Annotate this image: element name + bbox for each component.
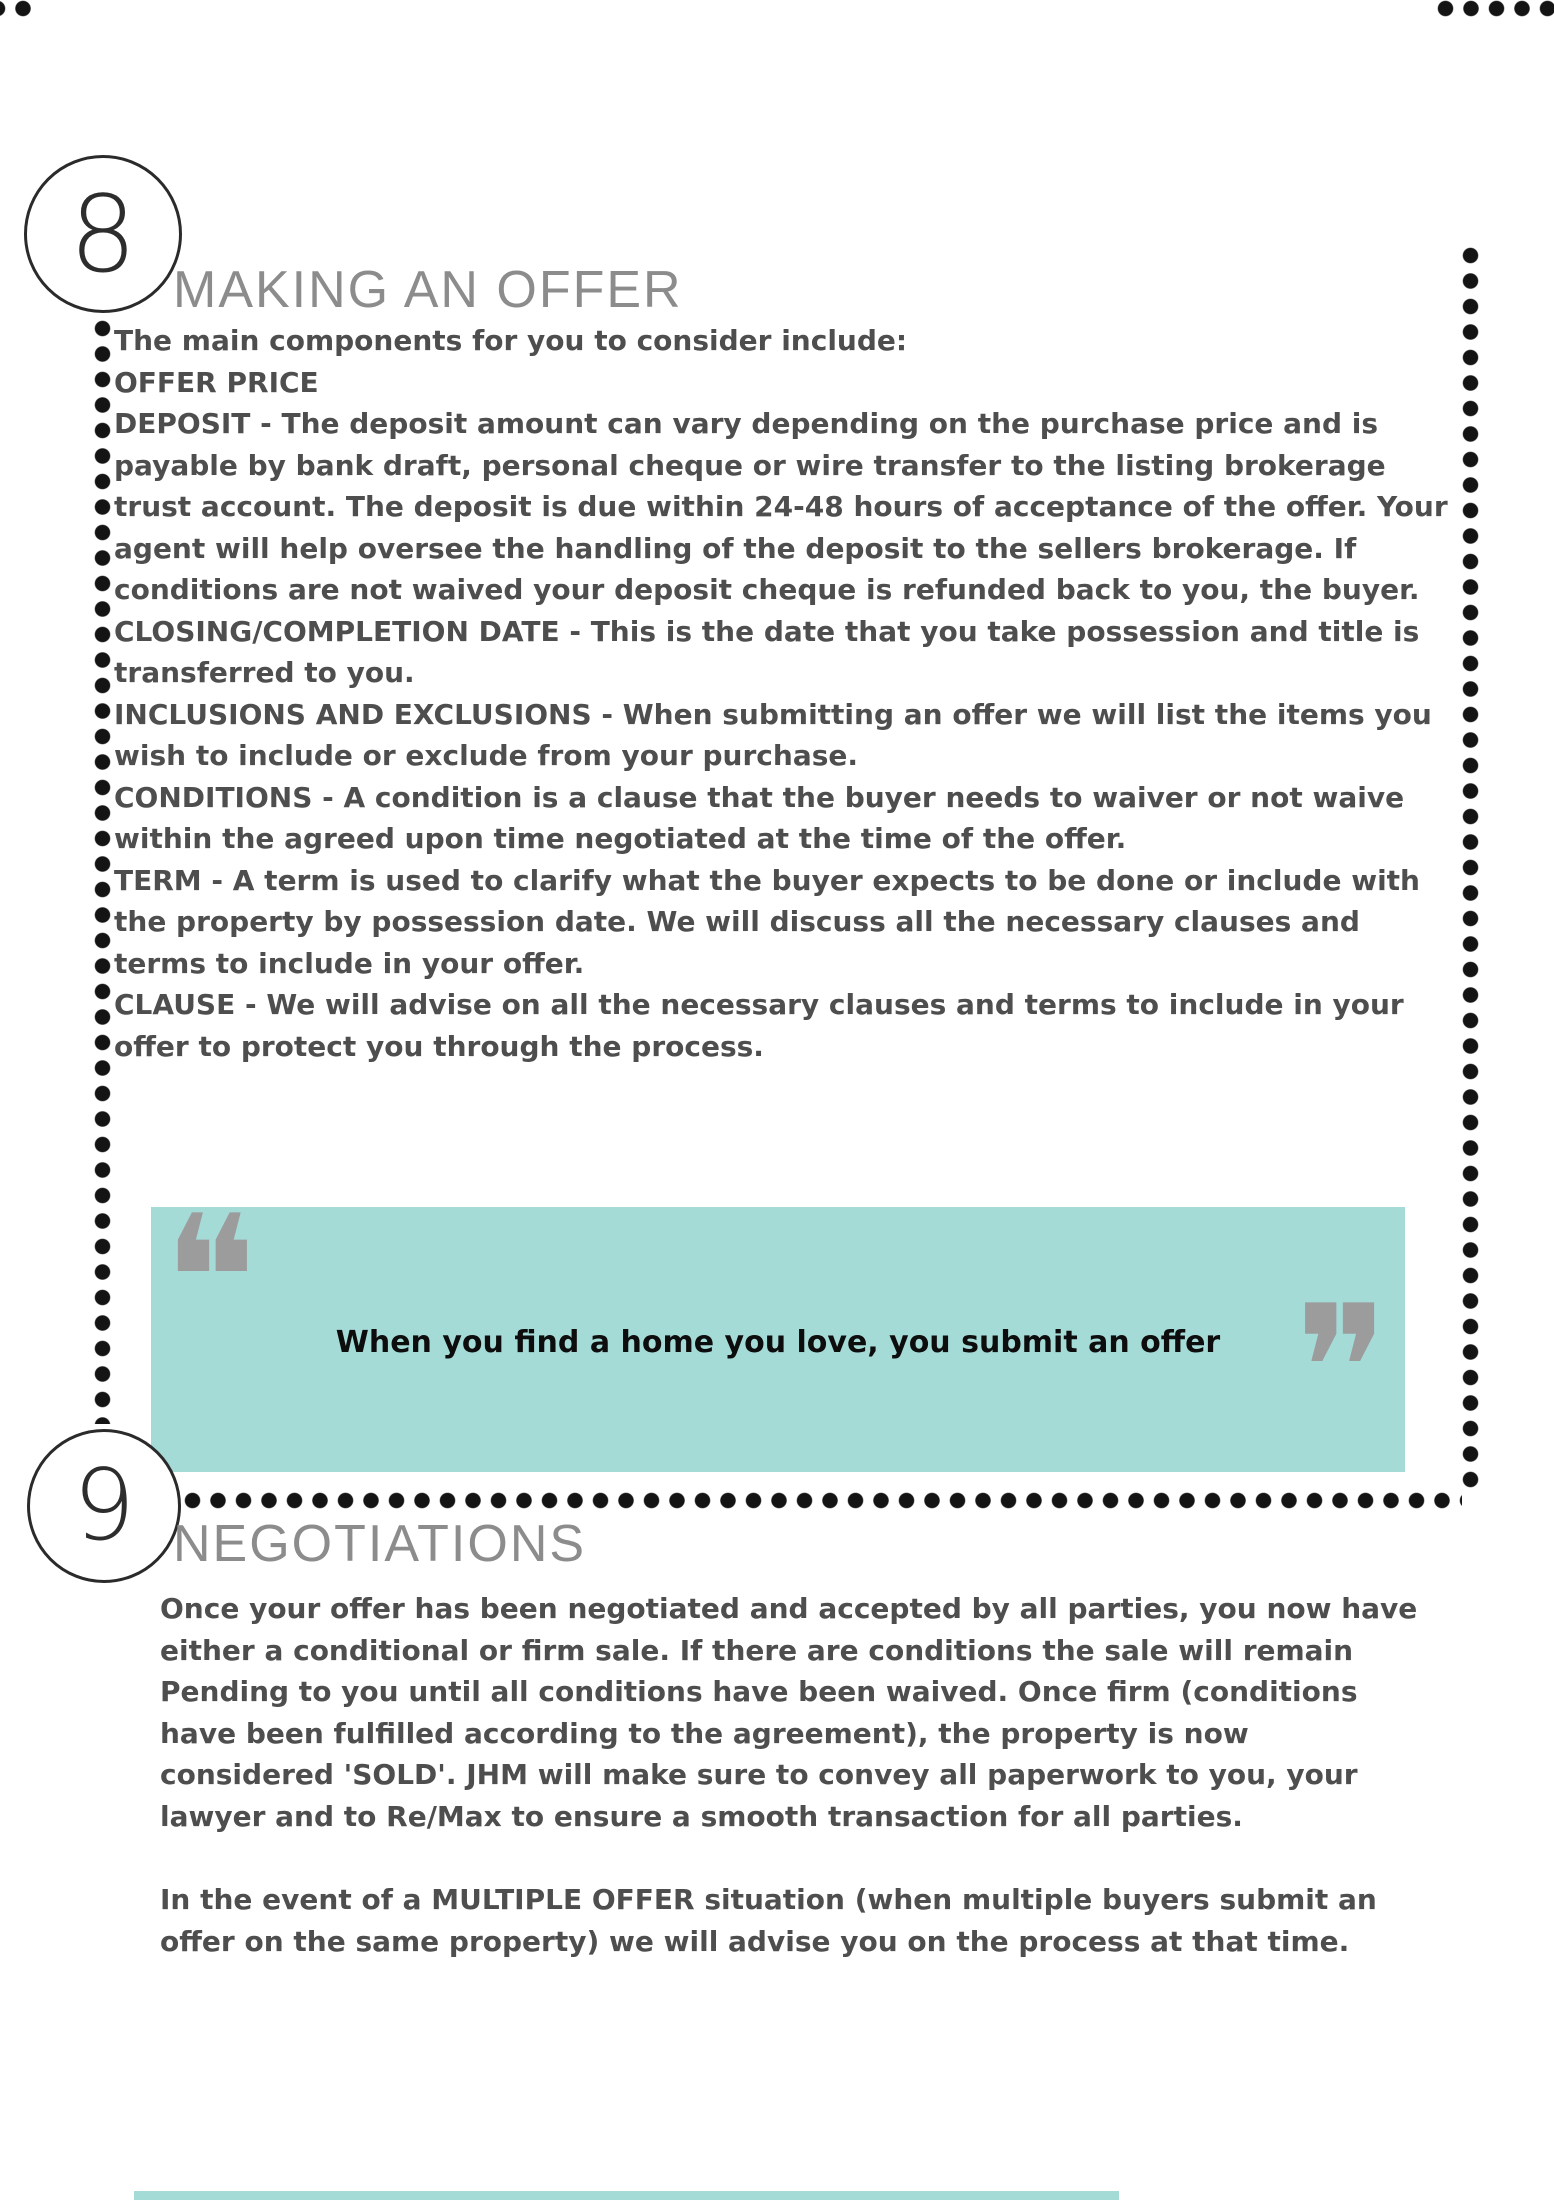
dotted-border-top-right bbox=[1437, 0, 1554, 17]
dotted-border-bottom bbox=[184, 1492, 1462, 1509]
dotted-border-left bbox=[94, 320, 111, 1424]
negotiations-paragraph-1: Once your offer has been negotiated and accepted by all parties, you now have either a conditional or firm sale. If there are conditions the sale will remain Pending to you until all conditions have been waived. Once firm (conditions have been fulfilled according to the agreement), the property is now considered 'SOLD'. JHM will make sure to convey all paperwork to you, your lawyer and to Re/Max to ensure a smooth transaction for all parties. bbox=[160, 1592, 1418, 1833]
step-number-circle-8 bbox=[24, 155, 182, 313]
offer-component-line: TERM - A term is used to clarify what the buyer expects to be done or include with the property by possession date. We will discuss all the necessary clauses and terms to include in your offer. bbox=[114, 863, 1420, 980]
dotted-border-right bbox=[1462, 247, 1479, 1495]
offer-component-line: INCLUSIONS AND EXCLUSIONS - When submitting an offer we will list the items you wish to include or exclude from your purchase. bbox=[114, 697, 1432, 772]
offer-component-line: CONDITIONS - A condition is a clause that the buyer needs to waiver or not waive within the agreed upon time negotiated at the time of the offer. bbox=[114, 780, 1405, 855]
offer-component-line: OFFER PRICE bbox=[114, 365, 319, 399]
dotted-border-top-left bbox=[0, 0, 38, 17]
offer-component-line: DEPOSIT - The deposit amount can vary depending on the purchase price and is payable by bank draft, personal cheque or wire transfer to the listing brokerage trust account. The deposit is due within 24-48 hours of acceptance of the offer. Your agent will help oversee the handling of the deposit to the sellers brokerage. If conditions are not waived your deposit cheque is refunded back to you, the buyer. bbox=[114, 407, 1448, 606]
section-title-making-an-offer: MAKING AN OFFER bbox=[173, 261, 683, 319]
offer-component-line: CLAUSE - We will advise on all the necessary clauses and terms to include in your offer to protect you through the process. bbox=[114, 988, 1404, 1063]
open-quote-icon: ❝ bbox=[163, 1179, 258, 1382]
section-title-negotiations: NEGOTIATIONS bbox=[173, 1515, 587, 1573]
step-number-circle-9 bbox=[27, 1429, 181, 1583]
offer-component-line: CLOSING/COMPLETION DATE - This is the date that you take possession and title is transferred to you. bbox=[114, 614, 1420, 689]
close-quote-icon: ❞ bbox=[1294, 1269, 1389, 1472]
step-number-9: 9 bbox=[72, 1449, 136, 1563]
offer-intro-line: The main components for you to consider include: bbox=[114, 324, 908, 357]
quote-callout bbox=[151, 1179, 1405, 1472]
step-number-8: 8 bbox=[69, 172, 137, 296]
negotiations-paragraph-2: In the event of a MULTIPLE OFFER situation (when multiple buyers submit an offer on the same property) we will advise you on the process at that time. bbox=[160, 1883, 1377, 1958]
negotiations-body bbox=[160, 1588, 1430, 1962]
quote-text: When you find a home you love, you submit an offer bbox=[335, 1325, 1221, 1360]
bottom-accent-strip bbox=[134, 2191, 1119, 2200]
making-an-offer-body bbox=[114, 320, 1456, 1067]
